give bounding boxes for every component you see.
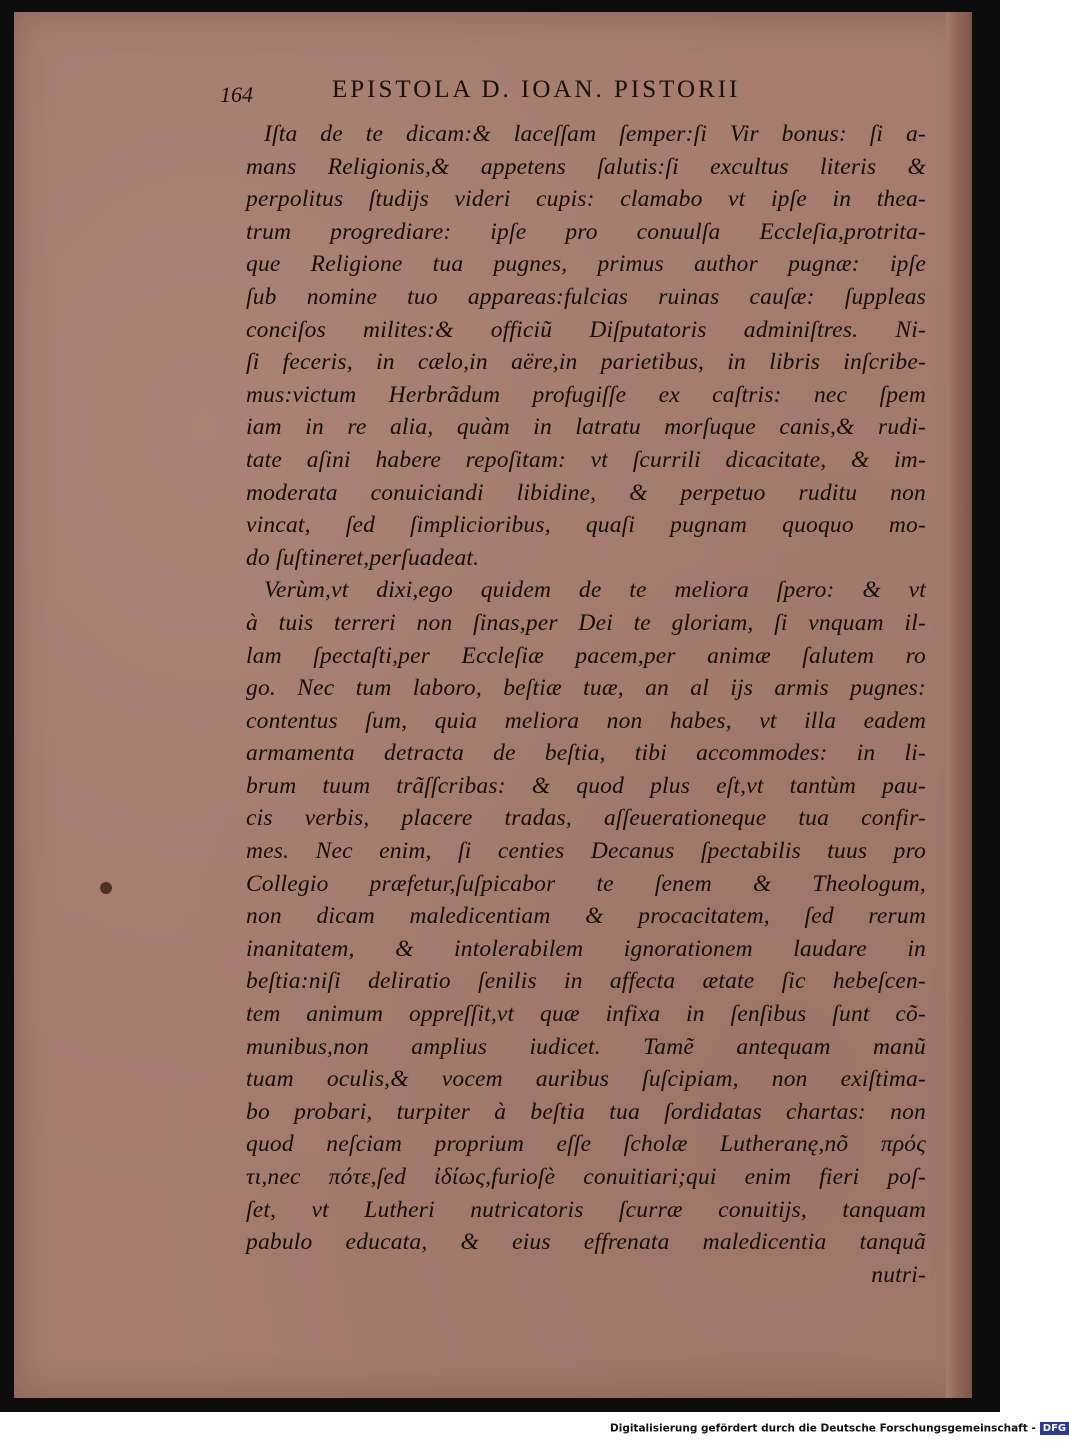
text-line: munibus,non amplius iudicet. Tamẽ antequam manũ [246,1033,926,1060]
text-line: brum tuum trãſſcribas: & quod plus eſt,vt tantùm pau- [246,772,926,799]
running-head [220,76,820,116]
text-line: pabulo educata, & eius effrenata maledicentia tanquã [246,1229,926,1256]
text-line: do ſuſtineret,perſuadeat. [246,544,480,571]
text-line: trum progrediare: ipſe pro conuulſa Eccleſia,protrita- [246,218,926,245]
text-line: tuam oculis,& vocem auribus ſuſcipiam, non exiſtima- [246,1066,926,1093]
text-line: contentus ſum, quia meliora non habes, vt illa eadem [246,707,926,734]
text-line: lam ſpectaſti,per Eccleſiæ pacem,per animæ ſalutem ro [246,642,926,669]
page-edge-shadow [946,12,972,1398]
text-line: iam in re alia, quàm in latratu morſuque canis,& rudi- [246,414,926,441]
text-line: armamenta detracta de beſtia, tibi accommodes: in li- [246,740,926,767]
text-line: à tuis terreri non ſinas,per Dei te gloriam, ſi vnquam il- [246,609,926,636]
text-line: vincat, ſed ſimplicioribus, quaſi pugnam quoquo mo- [246,512,926,539]
catchword: nutri- [871,1261,926,1288]
text-line: inanitatem, & intolerabilem ignorationem laudare in [246,935,926,962]
text-line: beſtia:niſi deliratio ſenilis in affecta ætate ſic hebeſcen- [246,968,926,995]
text-line: Collegio præfetur,ſuſpicabor te ſenem & Theologum, [246,870,926,897]
text-line: ſet, vt Lutheri nutricatoris ſcurræ conuitijs, tanquam [246,1196,926,1223]
text-line: tate aſini habere repoſitam: vt ſcurrili dicacitate, & im- [246,446,926,473]
text-line: ſub nomine tuo appareas:fulcias ruinas cauſæ: ſuppleas [246,283,926,310]
text-line: bo probari, turpiter à beſtia tua ſordidatas chartas: non [246,1098,926,1125]
footer-text: Digitalisierung gefördert durch die Deutsche Forschungsgemeinschaft - [610,1422,1036,1435]
text-line: tem animum oppreſſit,vt quæ infixa in ſenſibus ſunt cõ- [246,1001,926,1028]
text-line: non dicam maledicentiam & procacitatem, ſed rerum [246,903,926,930]
text-line: τι,nec πότε,ſed ἰδίως,furioſè conuitiari;qui enim fieri poſ- [246,1164,926,1190]
text-line: go. Nec tum laboro, beſtiæ tuæ, an al ijs armis pugnes: [246,675,926,702]
text-line: Verùm,vt dixi,ego quidem de te meliora ſpero: & vt [264,577,926,604]
page-number: 164 [220,82,253,107]
text-line: mes. Nec enim, ſi centies Decanus ſpectabilis tuus pro [246,838,926,865]
text-line: mus:victum Herbrãdum profugiſſe ex caſtris: nec ſpem [246,381,926,408]
text-line: conciſos milites:& officiũ Diſputatoris adminiſtres. Ni- [246,316,926,343]
ink-spot [100,882,112,894]
text-line: moderata conuiciandi libidine, & perpetuo ruditu non [246,479,926,506]
text-line: que Religione tua pugnes, primus author pugnæ: ipſe [246,251,926,278]
funding-footer [610,1422,1069,1438]
text-line: quod neſciam proprium eſſe ſcholæ Lutheranę,nõ πρός [246,1131,926,1158]
body-text [246,118,946,1291]
text-line: perpolitus ſtudijs videri cupis: clamabo vt ipſe in thea- [246,186,926,213]
text-line: mans Religionis,& appetens ſalutis:ſi excultus literis & [246,153,926,180]
text-line: Iſta de te dicam:& laceſſam ſemper:ſi Vir bonus: ſi a- [264,121,926,147]
running-title: EPISTOLA D. IOAN. PISTORII [332,76,741,103]
text-line: ſi feceris, in cælo,in aëre,in parietibus, in libris inſcribe- [246,349,926,376]
dfg-logo: DFG [1040,1422,1069,1435]
text-line: cis verbis, placere tradas, aſſeuerationeque tua confir- [246,805,926,832]
